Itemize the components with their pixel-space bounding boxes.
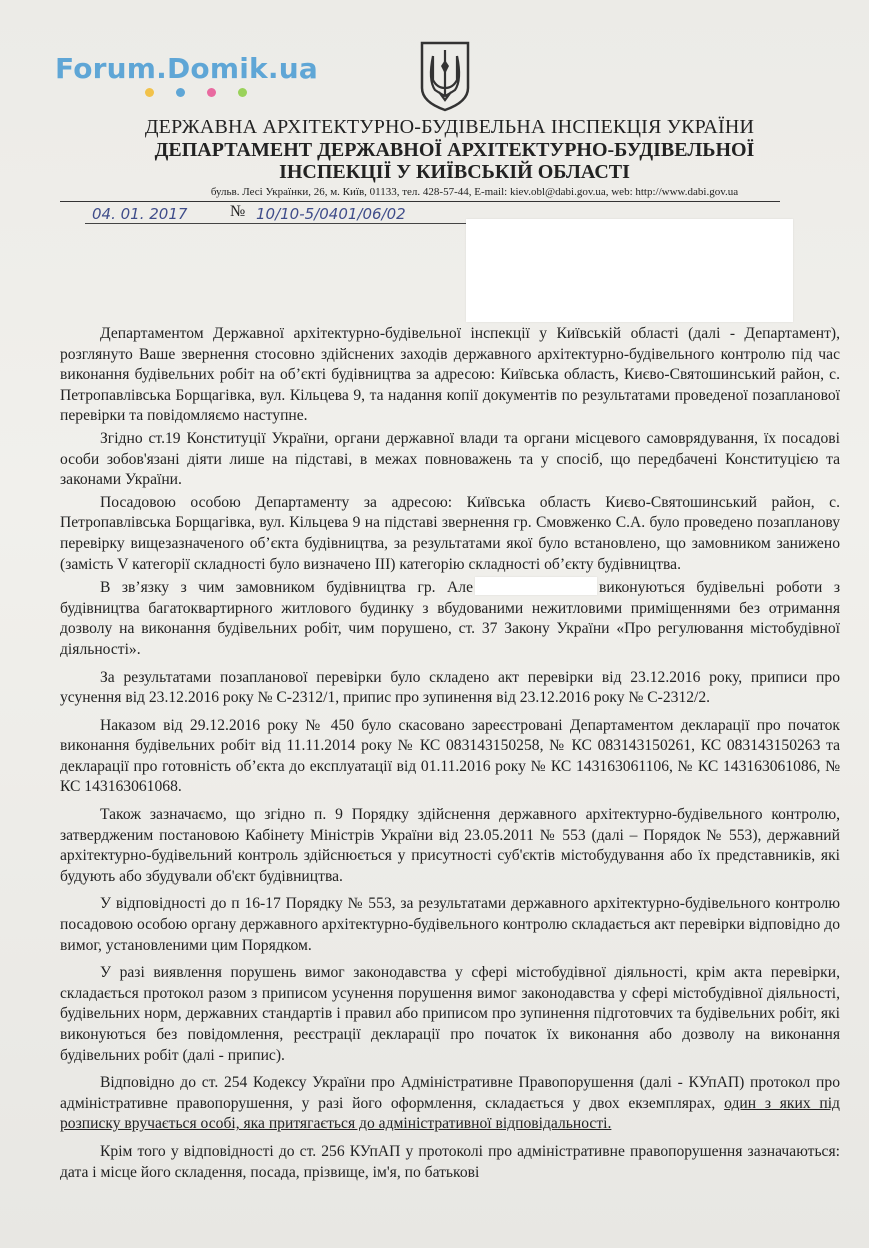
redacted-addressee <box>466 219 793 322</box>
paragraph: За результатами позапланової перевірки було складено акт перевірки від 23.12.2016 року, приписи про усунення від 23.12.2016 року № С-2312/1, припис про зупинення від 23.12.2016 року № С-2312/2. <box>60 668 840 707</box>
reference-number: 10/10-5/0401/06/02 <box>256 205 406 223</box>
header-divider <box>60 201 780 202</box>
watermark-dot <box>176 88 185 97</box>
paragraph: Департаментом Державної архітектурно-будівельної інспекції у Київській області (далі - Департамент), розглянуто Ваше звернення стосовно здійснених заходів державного архітектурно-будівельного контролю під час виконання будівельних робіт на об’єкті будівництва за адресою: Київська область, Києво-Святошинський район, с. Петропавлівська Борщагівка, вул. Кільцева 9, та надання копії документів по результатами проведеної позапланової перевірки та повідомляємо наступне. <box>60 325 840 425</box>
paragraph-text: виконуються будівельні роботи з будівництва багатоквартирного житлового будинку з вбудованими нежитловими приміщеннями без отримання дозволу на виконання будівельних робіт, чим порушено, ст. 37 Закону України «Про регулювання містобудівної діяльності». <box>60 579 840 658</box>
paragraph: Крім того у відповідності до ст. 256 КУпАП у протоколі про адміністративне правопорушення зазначаються: дата і місце його складення, посада, прізвище, ім'я, по батькові <box>60 1142 840 1181</box>
number-underline <box>250 223 475 224</box>
paragraph: Наказом від 29.12.2016 року № 450 було скасовано зареєстровані Департаментом декларації про початок виконання будівельних робіт від 11.11.2014 року № КС 083143150258, № КС 083143150261, КС 083143150263 та декларації про готовність об’єкта до експлуатації від 01.11.2016 року № КС 143163061106, № КС 143163061086, № КС 143163061068. <box>60 716 840 796</box>
reference-date: 04. 01. 2017 <box>92 205 188 223</box>
paragraph: Згідно ст.19 Конституції України, органи державної влади та органи місцевого самоврядування, їх посадові особи зобов'язані діяти лише на підставі, в межах повноважень та у спосіб, що передбачені Конституцією та законами України. <box>60 429 840 489</box>
header-department-line2: ІНСПЕКЦІЇ У КИЇВСЬКІЙ ОБЛАСТІ <box>279 161 630 183</box>
trident-emblem-icon <box>419 40 471 112</box>
paragraph <box>60 1073 840 1135</box>
paragraph-text: Відповідно до ст. 254 Кодексу України про Адміністративне Правопорушення (далі - КУпАП) протокол про адміністративне правопорушення, у разі його оформлення, складається у двох екземплярах, <box>60 1074 840 1112</box>
letter-body <box>60 324 840 1183</box>
paragraph-text: В зв’язку з чим замовником будівництва гр. Але <box>100 579 473 597</box>
header-address: бульв. Лесі Українки, 26, м. Київ, 01133, тел. 428-57-44, E-mail: kiev.obl@dabi.gov.ua, web: http://www.dabi.gov.ua <box>210 186 739 198</box>
reference-number-sign: № <box>230 203 246 220</box>
underlined-text: один з яких під розписку вручається особі, яка притягається до адміністративної відповідальності. <box>60 1094 840 1133</box>
paragraph <box>60 577 840 660</box>
paragraph: Посадовою особою Департаменту за адресою: Київська область Києво-Святошинський район, с. Петропавлівська Борщагівка, вул. Кільцева 9 на підставі звернення гр. Смовженко С.А. було проведено позапланову перевірку вищезазначеного об’єкта будівництва, за результатами якої було встановлено, що замовником занижено (замість V категорії складності було визначено III) категорію складності об’єкту будівництва. <box>60 493 840 573</box>
watermark-dot <box>238 88 247 97</box>
paragraph: У відповідності до п 16-17 Порядку № 553, за результатами державного архітектурно-будівельного контролю посадовою особою органу державного архітектурно-будівельного контролю складається акт перевірки відповідно до вимог, установленими цим Порядком. <box>60 895 840 954</box>
reference-line <box>60 203 480 229</box>
header-agency: ДЕРЖАВНА АРХІТЕКТУРНО-БУДІВЕЛЬНА ІНСПЕКЦІЯ УКРАЇНИ <box>144 116 755 138</box>
watermark-dot <box>145 88 154 97</box>
paragraph: У разі виявлення порушень вимог законодавства у сфері містобудівної діяльності, крім акта перевірки, складається протокол разом з приписом усунення порушення вимог законодавства у сфері містобудівної діяльності, будівельних норм, державних стандартів і правил або приписом про зупинення підготовчих та будівельних робіт, які виконуються без повідомлення, реєстрації декларації про початок їх виконання або дозволу на виконання будівельних робіт (далі - припис). <box>60 964 840 1064</box>
watermark-dots <box>145 88 247 97</box>
header-department-line1: ДЕПАРТАМЕНТ ДЕРЖАВНОЇ АРХІТЕКТУРНО-БУДІВЕЛЬНОЇ <box>154 139 755 161</box>
watermark-dot <box>207 88 216 97</box>
paragraph: Також зазначаємо, що згідно п. 9 Порядку здійснення державного архітектурно-будівельного контролю, затвердженим постановою Кабінету Міністрів України від 23.05.2011 № 553 (далі – Порядок № 553), державний архітектурно-будівельний контроль здійснюється у присутності суб'єктів містобудування або їх представників, які будують або збудували об'єкт будівництва. <box>60 806 840 885</box>
watermark-logo: Forum.Domik.ua <box>55 52 318 85</box>
date-underline <box>85 223 255 224</box>
redacted-name <box>475 577 597 595</box>
